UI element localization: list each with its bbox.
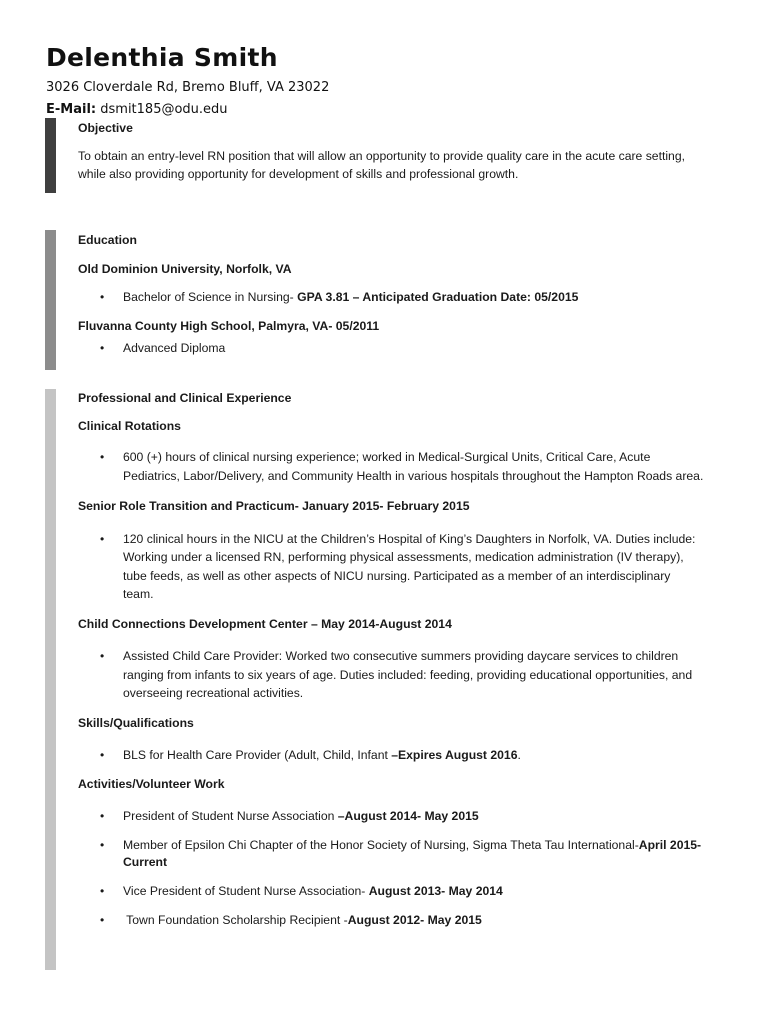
experience-heading: Professional and Clinical Experience bbox=[78, 391, 292, 405]
section-bar-objective bbox=[45, 118, 56, 193]
senior-line-4: team. bbox=[123, 587, 154, 601]
child-line-2: ranging from infants to six years of age. Duties included: feeding, providing educational opportunities, and bbox=[123, 668, 693, 682]
activity-item-president: President of Student Nurse Association –August 2014- May 2015 bbox=[123, 809, 479, 823]
child-line-3: overseeing recreational activities. bbox=[123, 686, 304, 700]
address: 3026 Cloverdale Rd, Bremo Bluff, VA 23022 bbox=[46, 80, 330, 95]
clinical-rotations-heading: Clinical Rotations bbox=[78, 419, 181, 433]
school-fluvanna: Fluvanna County High School, Palmyra, VA- 05/2011 bbox=[78, 319, 380, 333]
senior-line-1: 120 clinical hours in the NICU at the Children’s Hospital of King’s Daughters in Norfolk, VA. Duties include: bbox=[123, 532, 696, 546]
bullet-icon: • bbox=[100, 748, 105, 762]
senior-line-3: tube feeds, as well as other aspects of NICU nursing. Participated as a member of an interdisciplinary bbox=[123, 569, 671, 583]
objective-text-line-2: while also providing opportunity for development of skills and professional growth. bbox=[78, 167, 519, 181]
activity-item-vice-president: Vice President of Student Nurse Association- August 2013- May 2014 bbox=[123, 884, 503, 898]
skills-item-bls: BLS for Health Care Provider (Adult, Child, Infant –Expires August 2016. bbox=[123, 748, 521, 762]
activities-heading: Activities/Volunteer Work bbox=[78, 777, 225, 791]
email-line bbox=[46, 102, 228, 117]
child-line-1: Assisted Child Care Provider: Worked two consecutive summers providing daycare services to children bbox=[123, 649, 679, 663]
objective-text-line-1: To obtain an entry-level RN position that will allow an opportunity to provide quality care in the acute care setting, bbox=[78, 149, 685, 163]
senior-role-heading: Senior Role Transition and Practicum- January 2015- February 2015 bbox=[78, 499, 470, 513]
bullet-icon: • bbox=[100, 290, 105, 304]
education-heading: Education bbox=[78, 233, 137, 247]
bullet-icon: • bbox=[100, 450, 105, 464]
bullet-icon: • bbox=[100, 913, 105, 927]
section-bar-experience bbox=[45, 389, 56, 970]
activity-item-honor-society: Member of Epsilon Chi Chapter of the Honor Society of Nursing, Sigma Theta Tau International-April 2015- bbox=[123, 838, 702, 852]
bullet-icon: • bbox=[100, 809, 105, 823]
education-item-diploma: Advanced Diploma bbox=[123, 341, 226, 355]
email-address[interactable]: dsmit185@odu.edu bbox=[100, 102, 228, 117]
skills-heading: Skills/Qualifications bbox=[78, 716, 194, 730]
bullet-icon: • bbox=[100, 341, 105, 355]
activity-item-honor-society-cont: Current bbox=[123, 855, 168, 869]
bullet-icon: • bbox=[100, 884, 105, 898]
bullet-icon: • bbox=[100, 838, 105, 852]
senior-line-2: Working under a licensed RN, performing physical assessments, medication administration (IV therapy), bbox=[123, 550, 684, 564]
rotations-line-2: Pediatrics, Labor/Delivery, and Community Health in various hospitals throughout the Hampton Roads area. bbox=[123, 469, 704, 483]
section-bar-education bbox=[45, 230, 56, 370]
bullet-icon: • bbox=[100, 532, 105, 546]
child-connections-heading: Child Connections Development Center – May 2014-August 2014 bbox=[78, 617, 452, 631]
activity-item-scholarship: Town Foundation Scholarship Recipient -August 2012- May 2015 bbox=[123, 913, 482, 927]
rotations-line-1: 600 (+) hours of clinical nursing experience; worked in Medical-Surgical Units, Critical Care, Acute bbox=[123, 450, 651, 464]
bullet-icon: • bbox=[100, 649, 105, 663]
school-odu: Old Dominion University, Norfolk, VA bbox=[78, 262, 292, 276]
email-label: E-Mail: bbox=[46, 102, 97, 117]
objective-heading: Objective bbox=[78, 121, 133, 135]
education-item-bsn: Bachelor of Science in Nursing- GPA 3.81 – Anticipated Graduation Date: 05/2015 bbox=[123, 290, 579, 304]
resume-name: Delenthia Smith bbox=[46, 43, 278, 72]
